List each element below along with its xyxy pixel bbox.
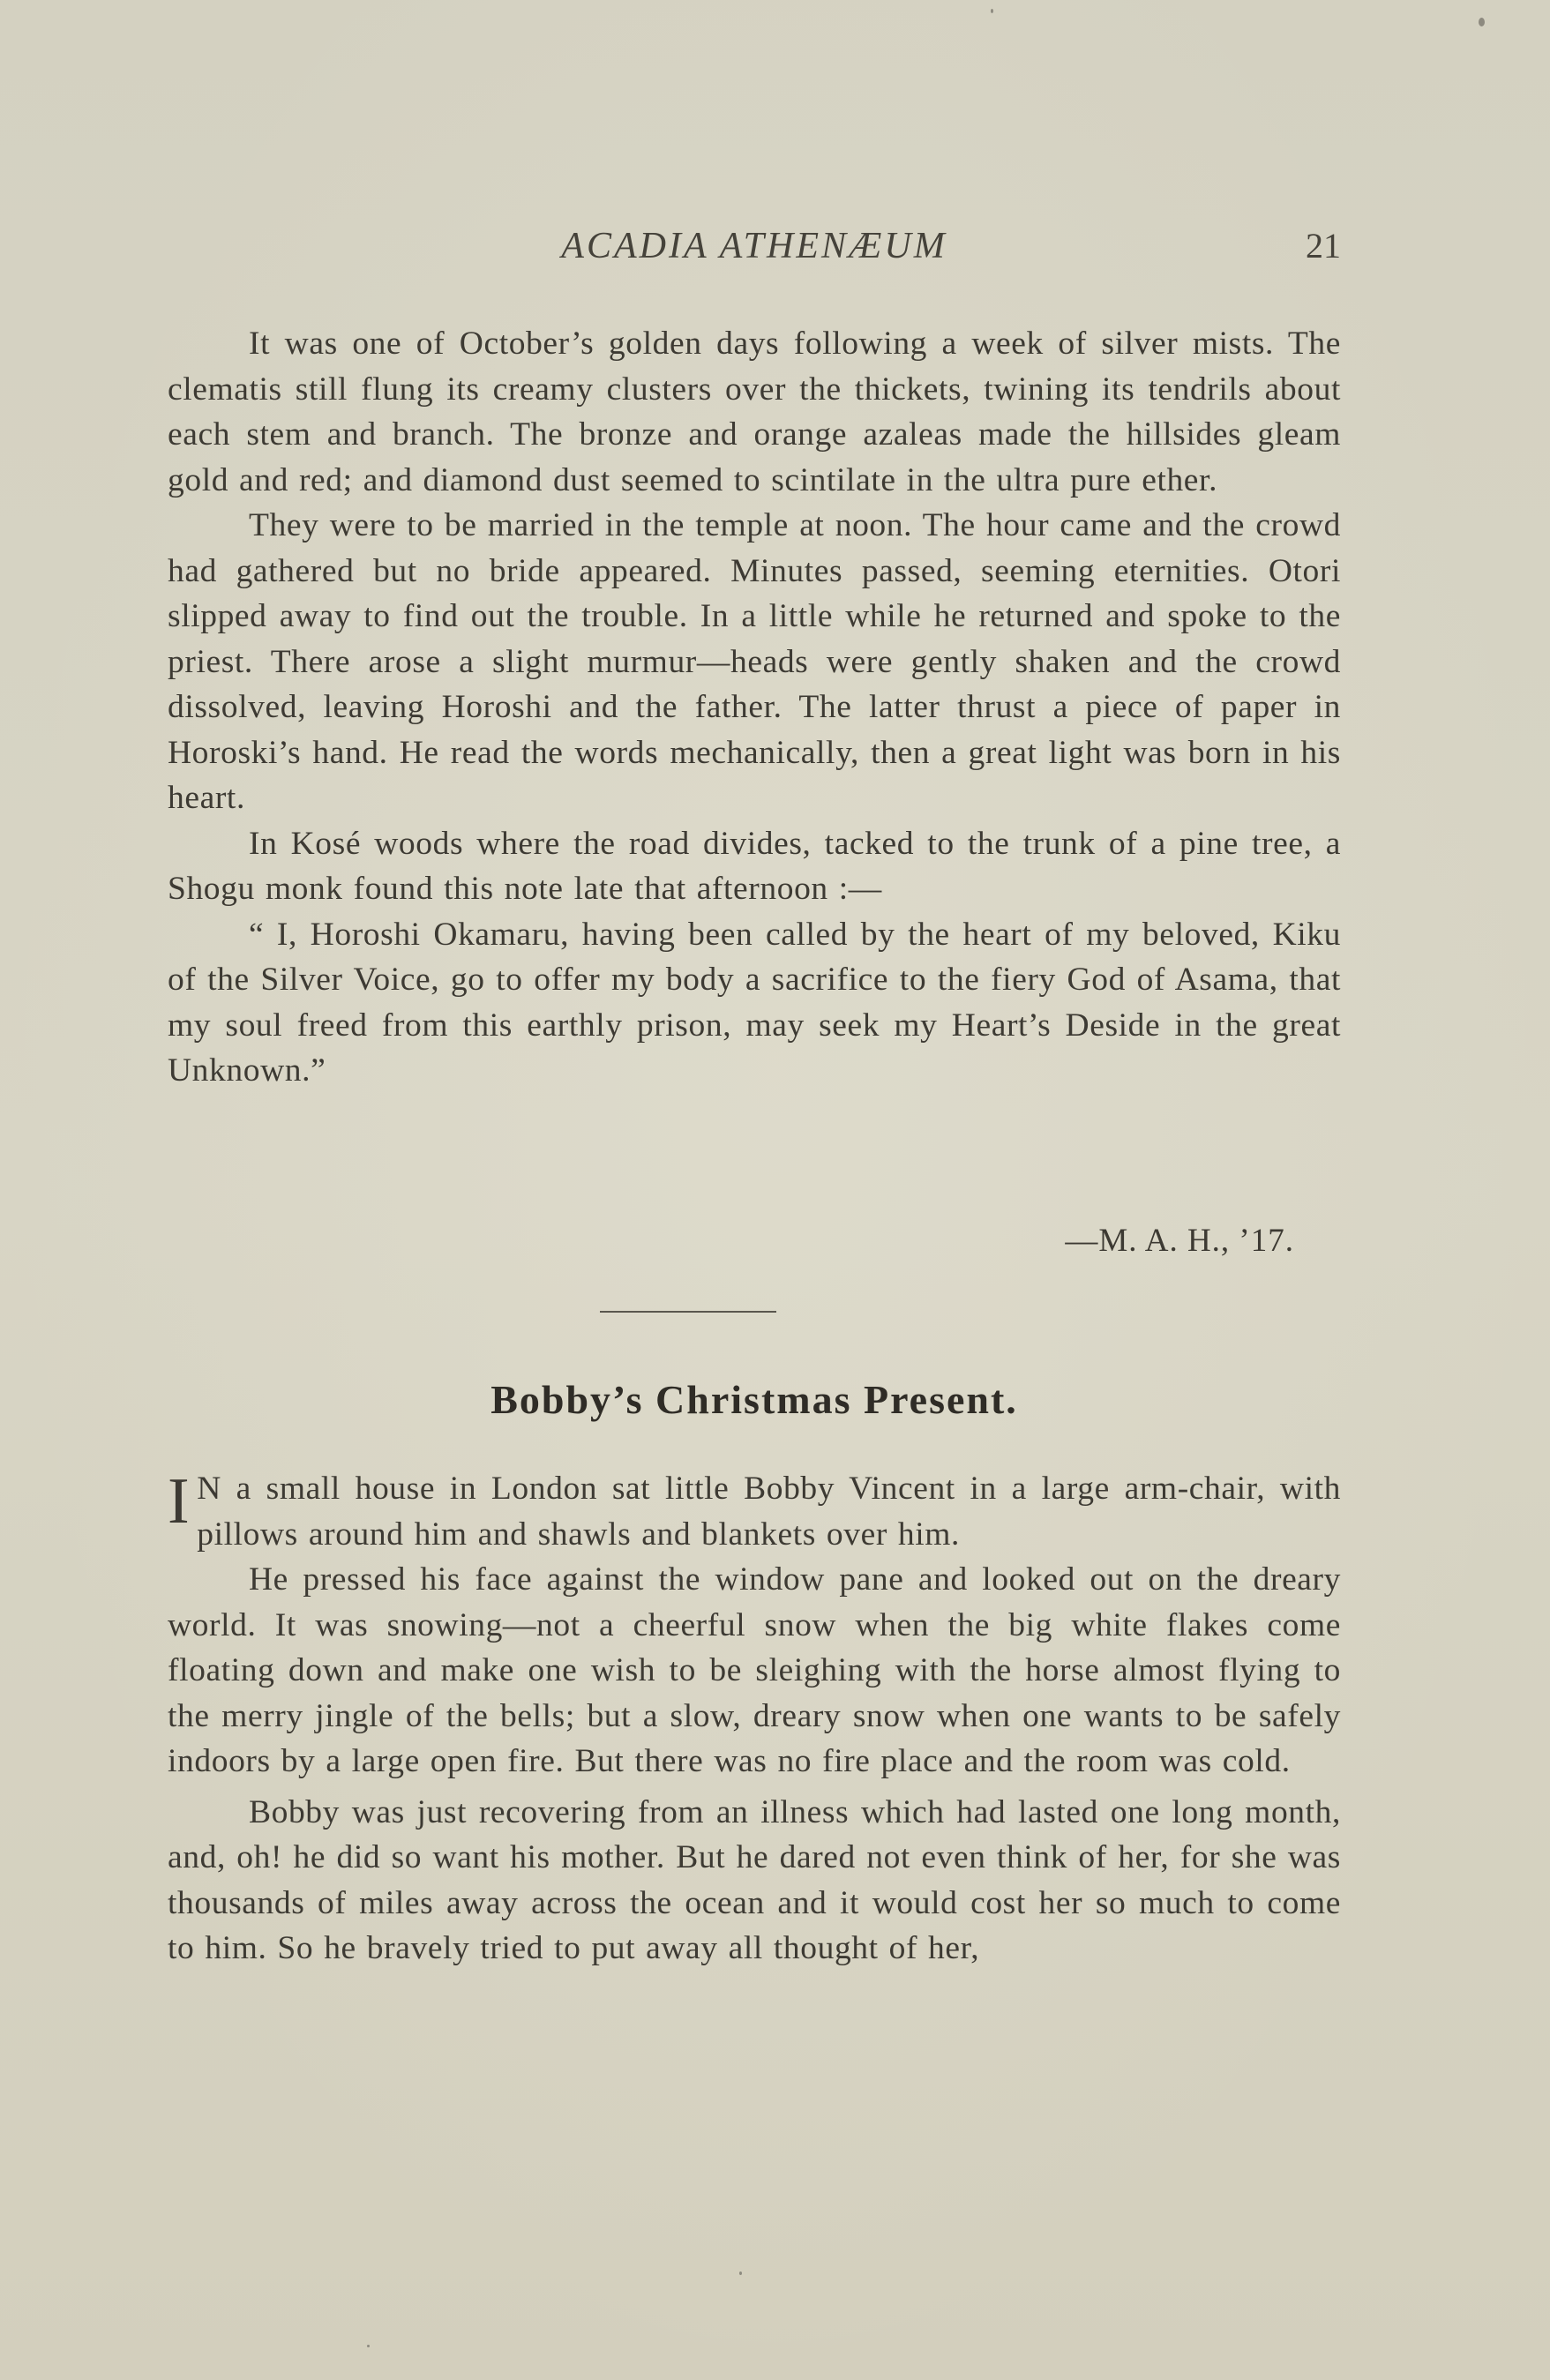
story-two-text [168, 1466, 1341, 1972]
journal-title: ACADIA ATHENÆUM [561, 226, 947, 266]
story-two-paragraph: He pressed his face against the window pane and looked out on the dreary world. It was snowing—not a cheerful snow when the big white flakes come floating down and make one wish to be sleighing with the horse almost flying to the merry jingle of the bells; but a slow, dreary snow when one wants to be safely indoors by a large open fire. But there was no fire place and the room was cold. [168, 1561, 1341, 1779]
author-signature: —M. A. H., ’17. [1065, 1223, 1294, 1259]
story-one-paragraph: “ I, Horoshi Okamaru, having been called by the heart of my beloved, Kiku of the Silver Voice, go to offer my body a sacrifice to the fiery God of Asama, that my soul freed from this earthly prison, may seek my Heart’s Deside in the great Unknown.” [168, 916, 1341, 1089]
story-two-opening-paragraph [168, 1466, 1341, 1557]
story-one-paragraph: In Kosé woods where the road divides, tacked to the trunk of a pine tree, a Shogu monk found this note late that afternoon :— [168, 825, 1341, 907]
story-one-paragraph: They were to be married in the temple at noon. The hour came and the crowd had gathered but no bride appeared. Minutes passed, seeming eternities. Otori slipped away to find out the trouble. In a little while he returned and spoke to the priest. There arose a slight murmur—heads were gently shaken and the crowd dissolved, leaving Horoshi and the father. The latter thrust a piece of paper in Horoski’s hand. He read the words mechanically, then a great light was born in his heart. [168, 507, 1341, 816]
paper-blemish [367, 2345, 370, 2347]
drop-cap: I [168, 1465, 191, 1538]
paper-blemish [991, 9, 993, 13]
story-two-paragraph: Bobby was just recovering from an illness which had lasted one long month, and, oh! he did so want his mother. But he dared not even think of her, for she was thousands of miles away across the ocean and it would cost her so much to come to him. So he bravely tried to put away all thought of her, [168, 1793, 1341, 1966]
page-number: 21 [1306, 226, 1341, 266]
opening-text: N a small house in London sat little Bobby Vincent in a large arm-chair, with pillows around him and shawls and blankets over him. [197, 1471, 1341, 1553]
paper-blemish [1479, 18, 1485, 26]
running-header [168, 225, 1341, 278]
story-one-text [168, 321, 1341, 1094]
paper-blemish [739, 2271, 742, 2275]
story-two-title: Bobby’s Christmas Present. [490, 1377, 1018, 1422]
story-one-paragraph: It was one of October’s golden days following a week of silver mists. The clematis still flung its creamy clusters over the thickets, twining its tendrils about each stem and branch. The bronze and orange azaleas made the hillsides gleam gold and red; and diamond dust seemed to scintilate in the ultra pure ether. [168, 326, 1341, 498]
section-divider [600, 1311, 776, 1313]
